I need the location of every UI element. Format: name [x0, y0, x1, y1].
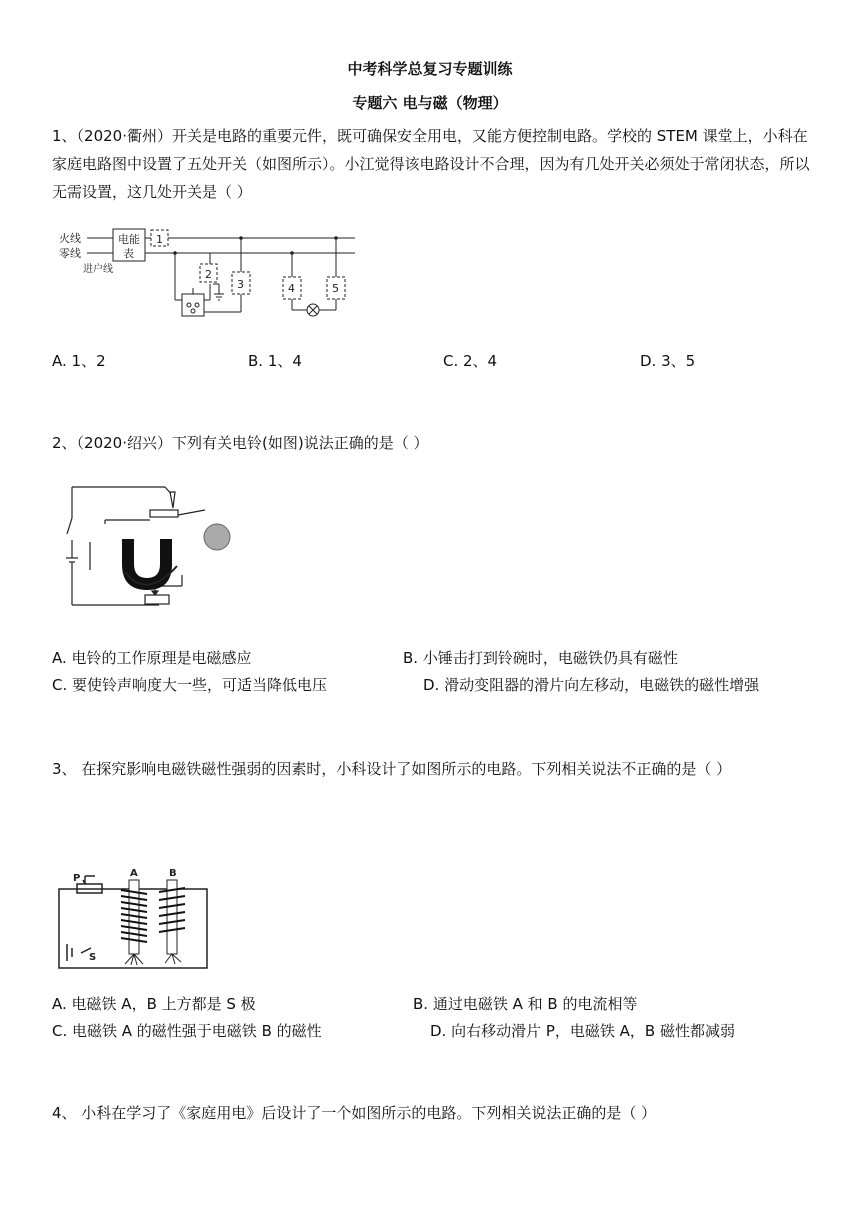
q2-option-b[interactable]: B. 小锤击打到铃碗时，电磁铁仍具有磁性 — [403, 649, 678, 667]
svg-text:进户线: 进户线 — [83, 264, 113, 275]
question-3-text: 3、 在探究影响电磁铁磁性强弱的因素时，小科设计了如图所示的电路。下列相关说法不正确的是（ ） — [52, 760, 732, 778]
q2-electric-bell-diagram — [55, 482, 245, 612]
q3-option-d[interactable]: D. 向右移动滑片 P，电磁铁 A，B 磁性都减弱 — [430, 1022, 735, 1040]
q2-option-a[interactable]: A. 电铃的工作原理是电磁感应 — [52, 649, 252, 667]
svg-text:2: 2 — [205, 268, 212, 281]
q2-option-c[interactable]: C. 要使铃声响度大一些，可适当降低电压 — [52, 676, 328, 694]
svg-text:电能: 电能 — [118, 233, 140, 246]
svg-text:1: 1 — [156, 233, 163, 246]
svg-text:4: 4 — [288, 282, 295, 295]
svg-text:5: 5 — [332, 282, 339, 295]
svg-text:A: A — [130, 868, 138, 879]
q3-electromagnet-diagram — [55, 866, 215, 976]
question-2-text: 2、（2020·绍兴）下列有关电铃(如图)说法正确的是（ ） — [52, 434, 429, 452]
svg-text:表: 表 — [123, 247, 134, 260]
question-1-text: 1、（2020·衢州）开关是电路的重要元件，既可确保安全用电，又能方便控制电路。学校的 STEM 课堂上，小科在家庭电路图中设置了五处开关（如图所示）。小江觉得该电路设计不合理，因为有几处开关必须处于常闭状态，所以无需设置，这几处开关是（ ） — [52, 127, 810, 201]
q1-option-b[interactable]: B. 1、4 — [248, 352, 302, 370]
svg-text:火线: 火线 — [59, 232, 81, 245]
page-subtitle: 专题六 电与磁（物理） — [352, 94, 508, 112]
q1-option-d[interactable]: D. 3、5 — [640, 352, 696, 370]
q1-option-a[interactable]: A. 1、2 — [52, 352, 106, 370]
question-4-text: 4、 小科在学习了《家庭用电》后设计了一个如图所示的电路。下列相关说法正确的是（ ） — [52, 1104, 657, 1122]
q1-option-c[interactable]: C. 2、4 — [443, 352, 498, 370]
q2-option-d[interactable]: D. 滑动变阻器的滑片向左移动，电磁铁的磁性增强 — [423, 676, 760, 694]
svg-text:3: 3 — [237, 278, 244, 291]
svg-text:P: P — [73, 873, 81, 884]
q1-circuit-diagram — [55, 222, 365, 327]
q3-option-c[interactable]: C. 电磁铁 A 的磁性强于电磁铁 B 的磁性 — [52, 1022, 322, 1040]
svg-text:B: B — [169, 868, 177, 879]
page-title: 中考科学总复习专题训练 — [347, 60, 513, 78]
svg-text:零线: 零线 — [59, 247, 81, 260]
q3-option-a[interactable]: A. 电磁铁 A，B 上方都是 S 极 — [52, 995, 256, 1013]
q3-option-b[interactable]: B. 通过电磁铁 A 和 B 的电流相等 — [413, 995, 638, 1013]
svg-text:S: S — [89, 952, 97, 963]
